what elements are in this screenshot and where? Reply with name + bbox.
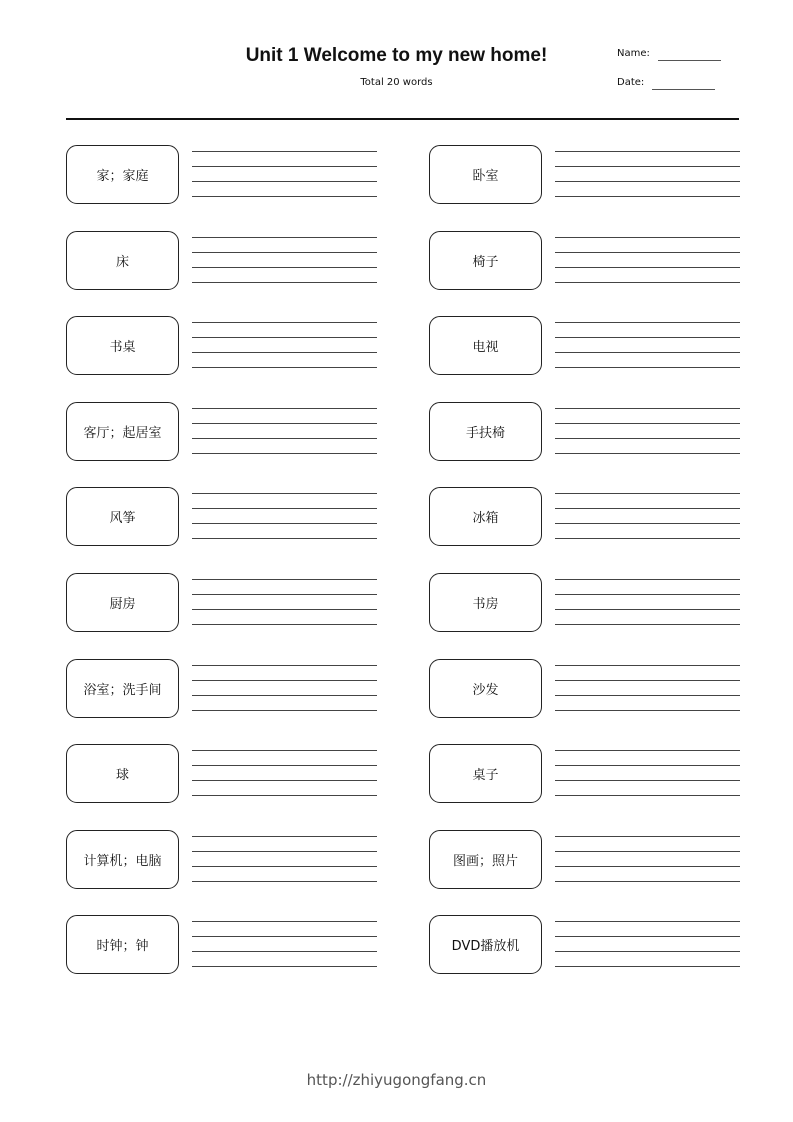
writing-line bbox=[555, 538, 740, 539]
writing-line bbox=[555, 951, 740, 952]
writing-line bbox=[555, 866, 740, 867]
word-meaning: 电视 bbox=[472, 340, 499, 355]
writing-line bbox=[192, 594, 377, 595]
writing-line bbox=[555, 352, 740, 353]
writing-lines bbox=[555, 579, 740, 627]
writing-lines bbox=[192, 579, 377, 627]
writing-line bbox=[192, 523, 377, 524]
writing-line bbox=[555, 453, 740, 454]
word-card bbox=[66, 316, 179, 375]
writing-line bbox=[555, 166, 740, 167]
word-meaning: 桌子 bbox=[472, 768, 499, 783]
writing-line bbox=[192, 337, 377, 338]
writing-line bbox=[192, 665, 377, 666]
writing-line bbox=[192, 408, 377, 409]
writing-line bbox=[192, 166, 377, 167]
word-meaning: 沙发 bbox=[472, 683, 499, 698]
writing-line bbox=[555, 750, 740, 751]
writing-line bbox=[555, 594, 740, 595]
word-meaning: 厨房 bbox=[109, 597, 136, 612]
writing-line bbox=[555, 493, 740, 494]
writing-line bbox=[555, 408, 740, 409]
writing-line bbox=[555, 508, 740, 509]
writing-line bbox=[555, 367, 740, 368]
writing-line bbox=[192, 438, 377, 439]
word-meaning: 床 bbox=[115, 255, 129, 270]
writing-line bbox=[555, 710, 740, 711]
writing-lines bbox=[192, 408, 377, 456]
word-meaning: 手扶椅 bbox=[465, 426, 505, 441]
writing-line bbox=[192, 367, 377, 368]
writing-line bbox=[192, 322, 377, 323]
word-card bbox=[66, 573, 179, 632]
writing-lines bbox=[192, 921, 377, 969]
writing-line bbox=[192, 453, 377, 454]
writing-lines bbox=[192, 237, 377, 285]
date-field bbox=[617, 76, 715, 90]
writing-line bbox=[192, 352, 377, 353]
word-card bbox=[429, 659, 542, 718]
writing-line bbox=[192, 795, 377, 796]
writing-line bbox=[192, 252, 377, 253]
writing-line bbox=[555, 523, 740, 524]
writing-lines bbox=[192, 836, 377, 884]
name-field bbox=[617, 47, 721, 61]
word-card bbox=[429, 231, 542, 290]
writing-lines bbox=[192, 322, 377, 370]
writing-line bbox=[555, 237, 740, 238]
word-card bbox=[66, 402, 179, 461]
writing-line bbox=[192, 237, 377, 238]
writing-line bbox=[192, 750, 377, 751]
writing-line bbox=[555, 836, 740, 837]
writing-line bbox=[192, 609, 377, 610]
writing-line bbox=[192, 780, 377, 781]
writing-lines bbox=[192, 151, 377, 199]
writing-line bbox=[555, 695, 740, 696]
writing-line bbox=[555, 267, 740, 268]
word-card bbox=[66, 915, 179, 974]
writing-line bbox=[192, 196, 377, 197]
word-card bbox=[429, 487, 542, 546]
writing-line bbox=[192, 765, 377, 766]
writing-line bbox=[192, 680, 377, 681]
writing-line bbox=[192, 881, 377, 882]
writing-line bbox=[192, 966, 377, 967]
writing-line bbox=[192, 181, 377, 182]
writing-line bbox=[192, 267, 377, 268]
writing-line bbox=[192, 951, 377, 952]
word-meaning: 书房 bbox=[472, 597, 499, 612]
writing-lines bbox=[192, 665, 377, 713]
writing-line bbox=[555, 337, 740, 338]
word-meaning: 书桌 bbox=[109, 340, 136, 355]
word-meaning: DVD播放机 bbox=[451, 939, 520, 954]
word-card bbox=[66, 659, 179, 718]
writing-line bbox=[555, 936, 740, 937]
writing-line bbox=[555, 624, 740, 625]
writing-line bbox=[555, 765, 740, 766]
writing-line bbox=[555, 322, 740, 323]
writing-line bbox=[555, 438, 740, 439]
writing-line bbox=[192, 936, 377, 937]
writing-line bbox=[555, 780, 740, 781]
writing-lines bbox=[555, 493, 740, 541]
writing-lines bbox=[192, 750, 377, 798]
writing-lines bbox=[555, 408, 740, 456]
writing-line bbox=[192, 538, 377, 539]
word-card bbox=[429, 573, 542, 632]
word-meaning: 卧室 bbox=[472, 169, 499, 184]
word-count-subtitle: Total 20 words bbox=[360, 77, 433, 88]
footer-url: http://zhiyugongfang.cn bbox=[306, 1071, 487, 1089]
writing-line bbox=[192, 508, 377, 509]
writing-line bbox=[555, 181, 740, 182]
word-meaning: 客厅；起居室 bbox=[83, 426, 162, 441]
writing-line bbox=[555, 921, 740, 922]
writing-line bbox=[192, 866, 377, 867]
writing-lines bbox=[555, 836, 740, 884]
word-card bbox=[66, 145, 179, 204]
writing-line bbox=[192, 579, 377, 580]
writing-line bbox=[555, 196, 740, 197]
word-card bbox=[429, 830, 542, 889]
writing-lines bbox=[555, 750, 740, 798]
writing-line bbox=[192, 423, 377, 424]
name-label: Name: bbox=[617, 48, 650, 59]
name-blank-line bbox=[658, 51, 721, 61]
writing-line bbox=[555, 966, 740, 967]
word-meaning: 家；家庭 bbox=[96, 169, 149, 184]
word-card bbox=[429, 744, 542, 803]
writing-line bbox=[555, 795, 740, 796]
writing-line bbox=[555, 609, 740, 610]
writing-line bbox=[555, 680, 740, 681]
writing-line bbox=[555, 252, 740, 253]
writing-line bbox=[555, 851, 740, 852]
word-meaning: 冰箱 bbox=[472, 511, 499, 526]
writing-lines bbox=[192, 493, 377, 541]
word-card bbox=[66, 487, 179, 546]
header-divider bbox=[66, 118, 739, 120]
word-meaning: 球 bbox=[115, 768, 129, 783]
word-card bbox=[429, 915, 542, 974]
page-title: Unit 1 Welcome to my new home! bbox=[245, 45, 548, 66]
date-label: Date: bbox=[617, 77, 645, 88]
writing-line bbox=[192, 851, 377, 852]
writing-line bbox=[192, 282, 377, 283]
writing-lines bbox=[555, 665, 740, 713]
word-meaning: 图画；照片 bbox=[452, 854, 518, 869]
word-card bbox=[429, 316, 542, 375]
writing-line bbox=[555, 579, 740, 580]
writing-lines bbox=[555, 237, 740, 285]
writing-line bbox=[555, 665, 740, 666]
writing-line bbox=[192, 710, 377, 711]
writing-line bbox=[192, 493, 377, 494]
writing-line bbox=[192, 695, 377, 696]
word-card bbox=[66, 231, 179, 290]
writing-line bbox=[192, 921, 377, 922]
word-card bbox=[66, 830, 179, 889]
word-meaning: 时钟；钟 bbox=[96, 939, 149, 954]
word-card bbox=[429, 402, 542, 461]
word-meaning: 计算机；电脑 bbox=[83, 854, 162, 869]
writing-lines bbox=[555, 322, 740, 370]
word-card bbox=[429, 145, 542, 204]
writing-lines bbox=[555, 151, 740, 199]
word-meaning: 风筝 bbox=[109, 511, 136, 526]
writing-line bbox=[555, 151, 740, 152]
word-meaning: 椅子 bbox=[472, 255, 499, 270]
date-blank-line bbox=[652, 80, 715, 90]
writing-line bbox=[192, 151, 377, 152]
writing-line bbox=[555, 881, 740, 882]
writing-line bbox=[555, 423, 740, 424]
writing-line bbox=[192, 836, 377, 837]
writing-lines bbox=[555, 921, 740, 969]
word-card bbox=[66, 744, 179, 803]
writing-line bbox=[192, 624, 377, 625]
word-meaning: 浴室；洗手间 bbox=[83, 683, 162, 698]
writing-line bbox=[555, 282, 740, 283]
